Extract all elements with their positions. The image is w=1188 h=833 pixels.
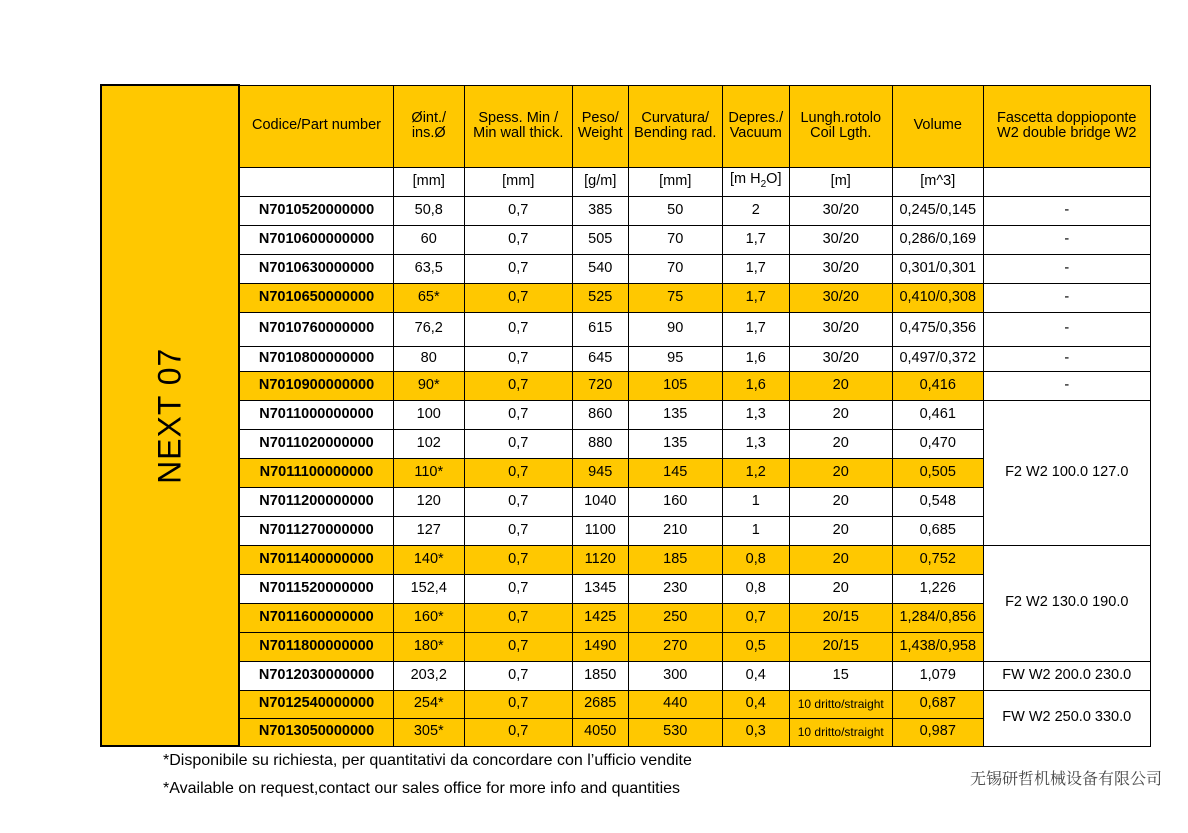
cell-double-bridge: F2 W2 130.0 190.0 — [983, 545, 1150, 661]
cell-double-bridge: - — [983, 346, 1150, 371]
cell-vacuum: 1,2 — [722, 458, 789, 487]
header-bending-radius: Curvatura/ Bending rad. — [628, 85, 722, 167]
cell-coil-length: 30/20 — [789, 254, 892, 283]
cell-double-bridge: - — [983, 254, 1150, 283]
cell-wall-thickness: 0,7 — [464, 346, 572, 371]
cell-coil-length: 30/20 — [789, 312, 892, 346]
cell-part-number: N7011020000000 — [239, 429, 393, 458]
cell-volume: 0,475/0,356 — [892, 312, 983, 346]
cell-vacuum: 2 — [722, 196, 789, 225]
cell-bending-radius: 70 — [628, 254, 722, 283]
cell-inner-diameter: 254* — [393, 690, 464, 718]
unit-vacuum: [m $H_2O$] — [722, 167, 789, 196]
cell-coil-length: 20 — [789, 400, 892, 429]
cell-part-number: N7011000000000 — [239, 400, 393, 429]
cell-volume: 0,286/0,169 — [892, 225, 983, 254]
table-row — [101, 312, 1150, 346]
cell-vacuum: 1,7 — [722, 225, 789, 254]
cell-part-number: N7010900000000 — [239, 371, 393, 400]
cell-vacuum: 1 — [722, 516, 789, 545]
header-coil-length: Lungh.rotolo Coil Lgth. — [789, 85, 892, 167]
cell-part-number: N7012540000000 — [239, 690, 393, 718]
cell-vacuum: 1,6 — [722, 346, 789, 371]
cell-volume: 1,438/0,958 — [892, 632, 983, 661]
cell-bending-radius: 70 — [628, 225, 722, 254]
cell-double-bridge: - — [983, 283, 1150, 312]
cell-weight: 880 — [572, 429, 628, 458]
cell-weight: 4050 — [572, 718, 628, 746]
cell-bending-radius: 300 — [628, 661, 722, 690]
cell-part-number: N7010800000000 — [239, 346, 393, 371]
cell-bending-radius: 50 — [628, 196, 722, 225]
product-table — [100, 84, 1151, 747]
cell-weight: 385 — [572, 196, 628, 225]
cell-double-bridge: - — [983, 196, 1150, 225]
cell-inner-diameter: 100 — [393, 400, 464, 429]
header-part-number: Codice/Part number — [239, 85, 393, 167]
cell-vacuum: 1 — [722, 487, 789, 516]
cell-weight: 1345 — [572, 574, 628, 603]
cell-part-number: N7011400000000 — [239, 545, 393, 574]
cell-vacuum: 1,7 — [722, 312, 789, 346]
cell-double-bridge: FW W2 200.0 230.0 — [983, 661, 1150, 690]
cell-coil-length: 20 — [789, 429, 892, 458]
unit-bending-radius: [mm] — [628, 167, 722, 196]
table-row — [101, 225, 1150, 254]
cell-volume: 0,687 — [892, 690, 983, 718]
cell-inner-diameter: 203,2 — [393, 661, 464, 690]
cell-bending-radius: 145 — [628, 458, 722, 487]
cell-vacuum: 0,4 — [722, 690, 789, 718]
cell-wall-thickness: 0,7 — [464, 429, 572, 458]
cell-vacuum: 1,3 — [722, 400, 789, 429]
cell-bending-radius: 185 — [628, 545, 722, 574]
cell-coil-length: 20 — [789, 574, 892, 603]
cell-inner-diameter: 160* — [393, 603, 464, 632]
cell-bending-radius: 135 — [628, 400, 722, 429]
cell-volume: 1,079 — [892, 661, 983, 690]
cell-weight: 1040 — [572, 487, 628, 516]
table-row — [101, 254, 1150, 283]
cell-weight: 1100 — [572, 516, 628, 545]
cell-part-number: N7011270000000 — [239, 516, 393, 545]
cell-wall-thickness: 0,7 — [464, 371, 572, 400]
cell-part-number: N7011520000000 — [239, 574, 393, 603]
cell-inner-diameter: 152,4 — [393, 574, 464, 603]
cell-inner-diameter: 90* — [393, 371, 464, 400]
cell-part-number: N7010630000000 — [239, 254, 393, 283]
cell-weight: 1120 — [572, 545, 628, 574]
cell-coil-length: 30/20 — [789, 346, 892, 371]
cell-wall-thickness: 0,7 — [464, 661, 572, 690]
header-vacuum: Depres./ Vacuum — [722, 85, 789, 167]
cell-inner-diameter: 110* — [393, 458, 464, 487]
cell-inner-diameter: 76,2 — [393, 312, 464, 346]
units-row — [101, 167, 1150, 196]
table-row — [101, 283, 1150, 312]
cell-part-number: N7010650000000 — [239, 283, 393, 312]
series-label: NEXT 07 — [151, 347, 188, 484]
series-label-cell — [101, 85, 239, 746]
unit-coil-length: [m] — [789, 167, 892, 196]
unit-weight: [g/m] — [572, 167, 628, 196]
footnote-italian: *Disponibile su richiesta, per quantitativi da concordare con l’ufficio vendite — [163, 752, 692, 769]
cell-coil-length: 20 — [789, 516, 892, 545]
cell-inner-diameter: 102 — [393, 429, 464, 458]
table-row — [101, 690, 1150, 718]
cell-inner-diameter: 63,5 — [393, 254, 464, 283]
cell-volume: 0,497/0,372 — [892, 346, 983, 371]
cell-bending-radius: 75 — [628, 283, 722, 312]
cell-inner-diameter: 140* — [393, 545, 464, 574]
cell-weight: 945 — [572, 458, 628, 487]
header-inner-diameter: Øint./ ins.Ø — [393, 85, 464, 167]
cell-part-number: N7013050000000 — [239, 718, 393, 746]
cell-part-number: N7011100000000 — [239, 458, 393, 487]
cell-bending-radius: 250 — [628, 603, 722, 632]
header-double-bridge: Fascetta doppioponte W2 double bridge W2 — [983, 85, 1150, 167]
cell-weight: 540 — [572, 254, 628, 283]
cell-volume: 0,685 — [892, 516, 983, 545]
cell-coil-length: 30/20 — [789, 283, 892, 312]
cell-vacuum: 1,3 — [722, 429, 789, 458]
cell-coil-length: 15 — [789, 661, 892, 690]
cell-part-number: N7010520000000 — [239, 196, 393, 225]
cell-bending-radius: 105 — [628, 371, 722, 400]
cell-volume: 0,245/0,145 — [892, 196, 983, 225]
cell-vacuum: 0,5 — [722, 632, 789, 661]
cell-weight: 645 — [572, 346, 628, 371]
cell-bending-radius: 95 — [628, 346, 722, 371]
cell-bending-radius: 210 — [628, 516, 722, 545]
header-volume: Volume — [892, 85, 983, 167]
cell-part-number: N7010600000000 — [239, 225, 393, 254]
cell-wall-thickness: 0,7 — [464, 632, 572, 661]
cell-wall-thickness: 0,7 — [464, 254, 572, 283]
table-row — [101, 196, 1150, 225]
cell-inner-diameter: 80 — [393, 346, 464, 371]
header-wall-thickness: Spess. Min / Min wall thick. — [464, 85, 572, 167]
cell-bending-radius: 160 — [628, 487, 722, 516]
cell-bending-radius: 230 — [628, 574, 722, 603]
footnote-english: *Available on request,contact our sales office for more info and quantities — [163, 780, 681, 797]
cell-vacuum: 0,8 — [722, 574, 789, 603]
cell-double-bridge: - — [983, 225, 1150, 254]
table-row — [101, 346, 1150, 371]
cell-bending-radius: 270 — [628, 632, 722, 661]
cell-weight: 525 — [572, 283, 628, 312]
cell-volume: 0,548 — [892, 487, 983, 516]
cell-inner-diameter: 180* — [393, 632, 464, 661]
cell-vacuum: 1,7 — [722, 283, 789, 312]
cell-inner-diameter: 60 — [393, 225, 464, 254]
cell-part-number: N7011200000000 — [239, 487, 393, 516]
cell-wall-thickness: 0,7 — [464, 718, 572, 746]
table-row — [101, 545, 1150, 574]
cell-bending-radius: 440 — [628, 690, 722, 718]
cell-volume: 0,470 — [892, 429, 983, 458]
cell-coil-length: 30/20 — [789, 225, 892, 254]
cell-vacuum: 1,7 — [722, 254, 789, 283]
cell-double-bridge: - — [983, 371, 1150, 400]
cell-bending-radius: 530 — [628, 718, 722, 746]
table-row — [101, 371, 1150, 400]
cell-vacuum: 0,8 — [722, 545, 789, 574]
cell-double-bridge: FW W2 250.0 330.0 — [983, 690, 1150, 746]
unit-wall-thickness: [mm] — [464, 167, 572, 196]
cell-volume: 1,226 — [892, 574, 983, 603]
cell-volume: 0,301/0,301 — [892, 254, 983, 283]
cell-bending-radius: 135 — [628, 429, 722, 458]
cell-coil-length: 20/15 — [789, 632, 892, 661]
unit-inner-diameter: [mm] — [393, 167, 464, 196]
cell-wall-thickness: 0,7 — [464, 196, 572, 225]
cell-wall-thickness: 0,7 — [464, 458, 572, 487]
cell-wall-thickness: 0,7 — [464, 574, 572, 603]
cell-weight: 720 — [572, 371, 628, 400]
cell-coil-length: 20 — [789, 458, 892, 487]
cell-weight: 860 — [572, 400, 628, 429]
cell-wall-thickness: 0,7 — [464, 516, 572, 545]
cell-double-bridge: F2 W2 100.0 127.0 — [983, 400, 1150, 545]
cell-volume: 0,410/0,308 — [892, 283, 983, 312]
cell-weight: 2685 — [572, 690, 628, 718]
cell-wall-thickness: 0,7 — [464, 545, 572, 574]
cell-inner-diameter: 305* — [393, 718, 464, 746]
cell-volume: 0,987 — [892, 718, 983, 746]
cell-coil-length: 20/15 — [789, 603, 892, 632]
cell-weight: 1425 — [572, 603, 628, 632]
cell-double-bridge: - — [983, 312, 1150, 346]
cell-vacuum: 1,6 — [722, 371, 789, 400]
cell-coil-length: 20 — [789, 371, 892, 400]
table-row — [101, 400, 1150, 429]
cell-inner-diameter: 120 — [393, 487, 464, 516]
cell-part-number: N7011800000000 — [239, 632, 393, 661]
header-row — [101, 85, 1150, 167]
cell-wall-thickness: 0,7 — [464, 690, 572, 718]
table-row — [101, 661, 1150, 690]
cell-part-number: N7012030000000 — [239, 661, 393, 690]
cell-wall-thickness: 0,7 — [464, 400, 572, 429]
unit-double-bridge — [983, 167, 1150, 196]
cell-inner-diameter: 65* — [393, 283, 464, 312]
cell-volume: 0,416 — [892, 371, 983, 400]
cell-coil-length: 10 dritto/straight — [789, 718, 892, 746]
unit-volume: [m^3] — [892, 167, 983, 196]
cell-inner-diameter: 127 — [393, 516, 464, 545]
cell-wall-thickness: 0,7 — [464, 603, 572, 632]
unit-part-number — [239, 167, 393, 196]
company-watermark: 无锡研哲机械设备有限公司 — [970, 771, 1163, 788]
cell-weight: 505 — [572, 225, 628, 254]
cell-wall-thickness: 0,7 — [464, 225, 572, 254]
cell-coil-length: 20 — [789, 545, 892, 574]
cell-vacuum: 0,7 — [722, 603, 789, 632]
cell-coil-length: 30/20 — [789, 196, 892, 225]
cell-wall-thickness: 0,7 — [464, 487, 572, 516]
header-weight: Peso/ Weight — [572, 85, 628, 167]
cell-weight: 1850 — [572, 661, 628, 690]
cell-volume: 0,752 — [892, 545, 983, 574]
cell-part-number: N7010760000000 — [239, 312, 393, 346]
cell-volume: 0,461 — [892, 400, 983, 429]
cell-coil-length: 10 dritto/straight — [789, 690, 892, 718]
cell-vacuum: 0,3 — [722, 718, 789, 746]
cell-coil-length: 20 — [789, 487, 892, 516]
cell-wall-thickness: 0,7 — [464, 283, 572, 312]
cell-weight: 1490 — [572, 632, 628, 661]
cell-volume: 0,505 — [892, 458, 983, 487]
cell-vacuum: 0,4 — [722, 661, 789, 690]
cell-wall-thickness: 0,7 — [464, 312, 572, 346]
cell-bending-radius: 90 — [628, 312, 722, 346]
cell-weight: 615 — [572, 312, 628, 346]
cell-volume: 1,284/0,856 — [892, 603, 983, 632]
cell-inner-diameter: 50,8 — [393, 196, 464, 225]
cell-part-number: N7011600000000 — [239, 603, 393, 632]
